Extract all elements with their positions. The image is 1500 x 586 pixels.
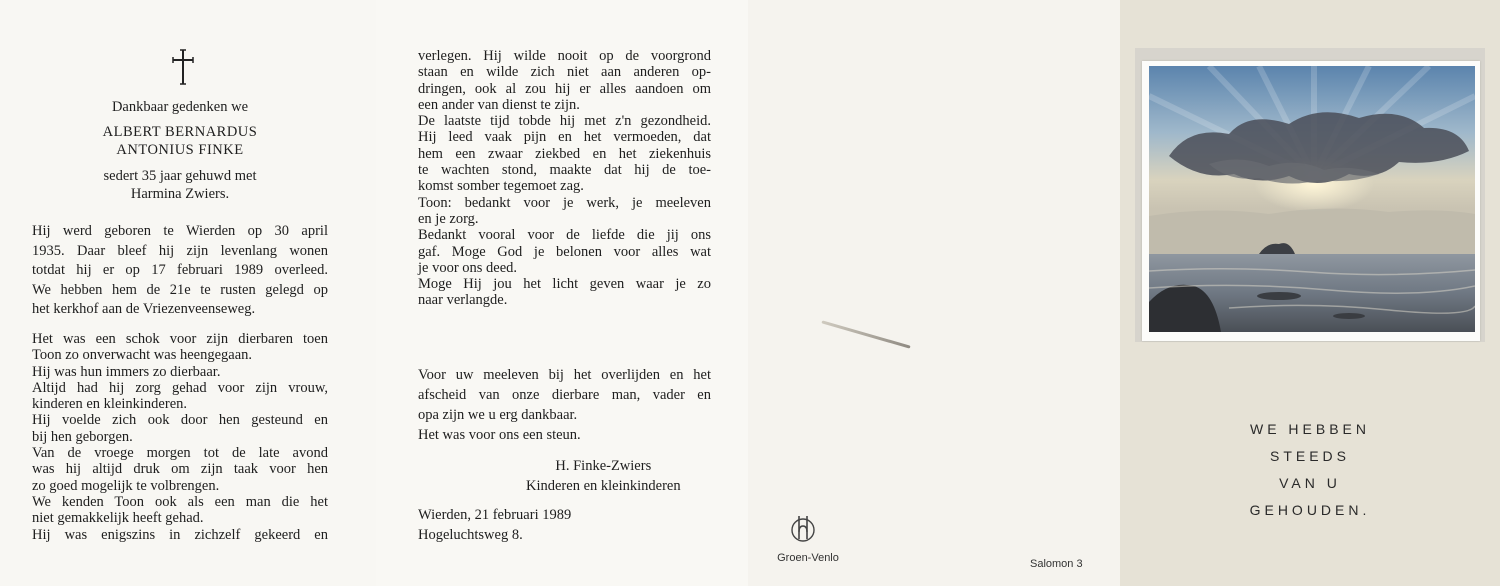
- text-line: afscheid van onze dierbare man, vader en: [418, 387, 711, 403]
- text-line: komst somber tegemoet zag.: [418, 178, 584, 195]
- text-line: naar verlangde.: [418, 292, 508, 309]
- married-line-2: Harmina Zwiers.: [130, 186, 230, 202]
- text-line: een ander van dienst te zijn.: [418, 96, 580, 113]
- text-line: totdat hij er op 17 februari 1989 overleed.: [32, 262, 328, 278]
- place-date: [418, 505, 571, 545]
- text-line: was hij altijd druk om zijn taak voor hen: [32, 461, 328, 478]
- text-line: Bedankt vooral voor de liefde die jij ons: [418, 227, 711, 244]
- text-line: en je zorg.: [418, 210, 479, 227]
- text-line: Hij was hun immers zo dierbaar.: [32, 363, 221, 380]
- text-line: We kenden Toon ook als een man die het: [32, 493, 328, 510]
- address-line: Hogeluchtsweg 8.: [418, 527, 523, 543]
- text-line: bij hen geborgen.: [32, 428, 133, 445]
- motto-line: STEEDS: [1269, 448, 1350, 464]
- shock-paragraph: [32, 331, 328, 543]
- text-line: opa zijn we u erg dankbaar.: [418, 407, 578, 423]
- motto: [1180, 416, 1440, 524]
- text-line: verlegen. Hij wilde nooit op de voorgrond: [418, 48, 711, 64]
- signature-name: H. Finke-Zwiers: [555, 458, 652, 474]
- text-line: Van de vroege morgen tot de late avond: [32, 445, 328, 462]
- life-paragraph: [32, 222, 328, 320]
- text-line: Hij werd geboren te Wierden op 30 april: [32, 223, 328, 239]
- motto-line: VAN U: [1279, 475, 1341, 491]
- continued-paragraph: [418, 48, 711, 309]
- text-line: Moge Hij jou het licht geven waar je zo: [418, 276, 711, 293]
- design-code: Salomon 3: [1030, 558, 1083, 570]
- text-line: 1935. Daar bleef hij zijn levenlang wonen: [32, 242, 328, 259]
- text-line: We hebben hem de 21e te rusten gelegd op: [32, 281, 328, 298]
- page-cover: [1120, 0, 1500, 586]
- text-line: Toon zo onverwacht was heengegaan.: [32, 347, 253, 364]
- text-line: zo goed mogelijk te volbrengen.: [32, 477, 220, 494]
- text-line: te wachten stond, maakte dat hij de toe-: [418, 162, 711, 179]
- signature: [526, 456, 681, 496]
- publisher-logo-icon: [788, 512, 818, 544]
- cross-icon: [168, 46, 198, 86]
- text-line: dringen, ook al zou hij er alles aandoen om: [418, 80, 711, 97]
- signature-family: Kinderen en kleinkinderen: [526, 478, 681, 494]
- text-line: Altijd had hij zorg gehad voor zijn vrouw,: [32, 379, 328, 396]
- thanks-paragraph: [418, 365, 711, 445]
- publisher-name: Groen-Venlo: [777, 552, 839, 564]
- text-line: staan en wilde zich niet aan anderen op-: [418, 64, 711, 81]
- text-line: Hij leed vaak pijn en het vermoeden, dat: [418, 129, 711, 146]
- text-line: Hij was enigszins in zichzelf gekeerd en: [32, 526, 328, 543]
- paper-crease: [821, 320, 910, 348]
- text-line: het kerkhof aan de Vriezenveenseweg.: [32, 301, 256, 317]
- sunset-photo: [1149, 66, 1475, 332]
- text-line: kinderen en kleinkinderen.: [32, 396, 188, 413]
- motto-line: GEHOUDEN.: [1249, 502, 1371, 518]
- page-middle: [376, 0, 748, 586]
- page-left: [0, 0, 376, 586]
- married-line-1: sedert 35 jaar gehuwd met: [103, 168, 257, 184]
- text-line: Het was voor ons een steun.: [418, 427, 581, 443]
- page-back: [748, 0, 1120, 586]
- text-line: niet gemakkelijk heeft gehad.: [32, 510, 204, 527]
- intro-gedenken: Dankbaar gedenken we: [111, 99, 249, 115]
- deceased-name-line-2: ANTONIUS FINKE: [116, 142, 244, 158]
- text-line: hem een zwaar ziekbed en het ziekenhuis: [418, 145, 711, 162]
- text-line: je voor ons deed.: [418, 259, 518, 276]
- intro: [30, 98, 330, 203]
- text-line: gaf. Moge God je belonen voor alles wat: [418, 243, 711, 260]
- text-line: Toon: bedankt voor je werk, je meeleven: [418, 194, 711, 211]
- deceased-name-line-1: ALBERT BERNARDUS: [102, 124, 258, 140]
- text-line: Voor uw meeleven bij het overlijden en het: [418, 367, 711, 383]
- text-line: Hij voelde zich ook door hen gesteund en: [32, 412, 328, 429]
- text-line: De laatste tijd tobde hij met z'n gezondheid.: [418, 113, 711, 130]
- text-line: Het was een schok voor zijn dierbaren toen: [32, 331, 328, 347]
- motto-line: WE HEBBEN: [1249, 421, 1370, 437]
- date-line: Wierden, 21 februari 1989: [418, 507, 572, 523]
